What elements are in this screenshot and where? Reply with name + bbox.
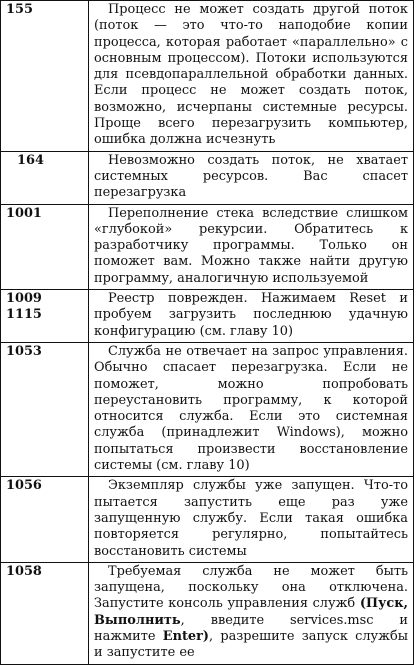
error-description-cell bbox=[89, 1, 414, 152]
key-name-text: Enter) bbox=[162, 628, 209, 644]
error-description: Реестр поврежден. Нажимаем Reset и пробуем загрузить последнюю удачную конфигурацию (см. главу 10) bbox=[94, 291, 408, 339]
table-row bbox=[1, 477, 414, 562]
error-code: 1009 bbox=[6, 291, 42, 307]
description-text: , введите services.msc и нажмите bbox=[94, 612, 408, 644]
error-code: 1115 bbox=[6, 307, 42, 323]
error-code-cell bbox=[1, 204, 89, 289]
table-row bbox=[1, 151, 414, 204]
menu-path-text: (Пуск, Выполнить bbox=[94, 596, 408, 628]
description-text: Требуемая служба не может быть запущена, поскольку она отключена. Запустите консоль управления служб bbox=[94, 563, 408, 612]
error-code: 164 bbox=[17, 152, 44, 168]
error-description-cell bbox=[89, 151, 414, 204]
description-text: , разрешите запуск службы и запустите ее bbox=[94, 628, 408, 661]
error-code-cell bbox=[1, 290, 89, 343]
table-row bbox=[1, 562, 414, 664]
error-description: Переполнение стека вследствие слишком «глубокой» рекурсии. Обратитесь к разработчику программы. Только он поможет вам. Можно также найти другую программу, аналогичную используемой bbox=[94, 205, 408, 286]
error-description: Процесс не может создать другой поток (поток — это что-то наподобие копии процесса, которая работает «параллельно» с основным процессом). Потоки используются для псевдопараллельной обработки данных. Если процесс не может создать поток, возможно, исчерпаны системные ресурсы. Проще всего перезагрузить компьютер, ошибка должна исчезнуть bbox=[94, 2, 408, 148]
error-code: 1001 bbox=[6, 205, 42, 221]
error-code-cell bbox=[1, 151, 89, 204]
error-code-cell bbox=[1, 562, 89, 664]
table-row bbox=[1, 1, 414, 152]
error-description-cell bbox=[89, 562, 414, 664]
table-row bbox=[1, 204, 414, 289]
error-code-cell bbox=[1, 1, 89, 152]
error-description: Служба не отвечает на запрос управления. Обычно спасает перезагрузка. Если не поможет, можно попробовать переустановить программу, к которой относится служба. Если это системная служба (принадлежит Windows), можно попытаться произвести восстановление системы (см. главу 10) bbox=[94, 343, 408, 474]
error-code: 1056 bbox=[6, 478, 42, 494]
table-row bbox=[1, 342, 414, 476]
error-description: Невозможно создать поток, не хватает системных ресурсов. Вас спасет перезагрузка bbox=[94, 152, 408, 201]
error-description-cell bbox=[89, 342, 414, 476]
error-code: 1053 bbox=[6, 343, 42, 359]
error-code-cell bbox=[1, 342, 89, 476]
error-description-cell bbox=[89, 204, 414, 289]
error-code-cell bbox=[1, 477, 89, 562]
error-description-cell bbox=[89, 477, 414, 562]
error-code: 155 bbox=[6, 2, 33, 17]
error-description: Экземпляр службы уже запущен. Что-то пытается запустить еще раз уже запущенную службу. Если такая ошибка повторяется регулярно, попытайтесь восстановить системы bbox=[94, 478, 408, 559]
error-description-cell bbox=[89, 290, 414, 343]
error-code: 1058 bbox=[6, 563, 42, 579]
table-row bbox=[1, 290, 414, 343]
